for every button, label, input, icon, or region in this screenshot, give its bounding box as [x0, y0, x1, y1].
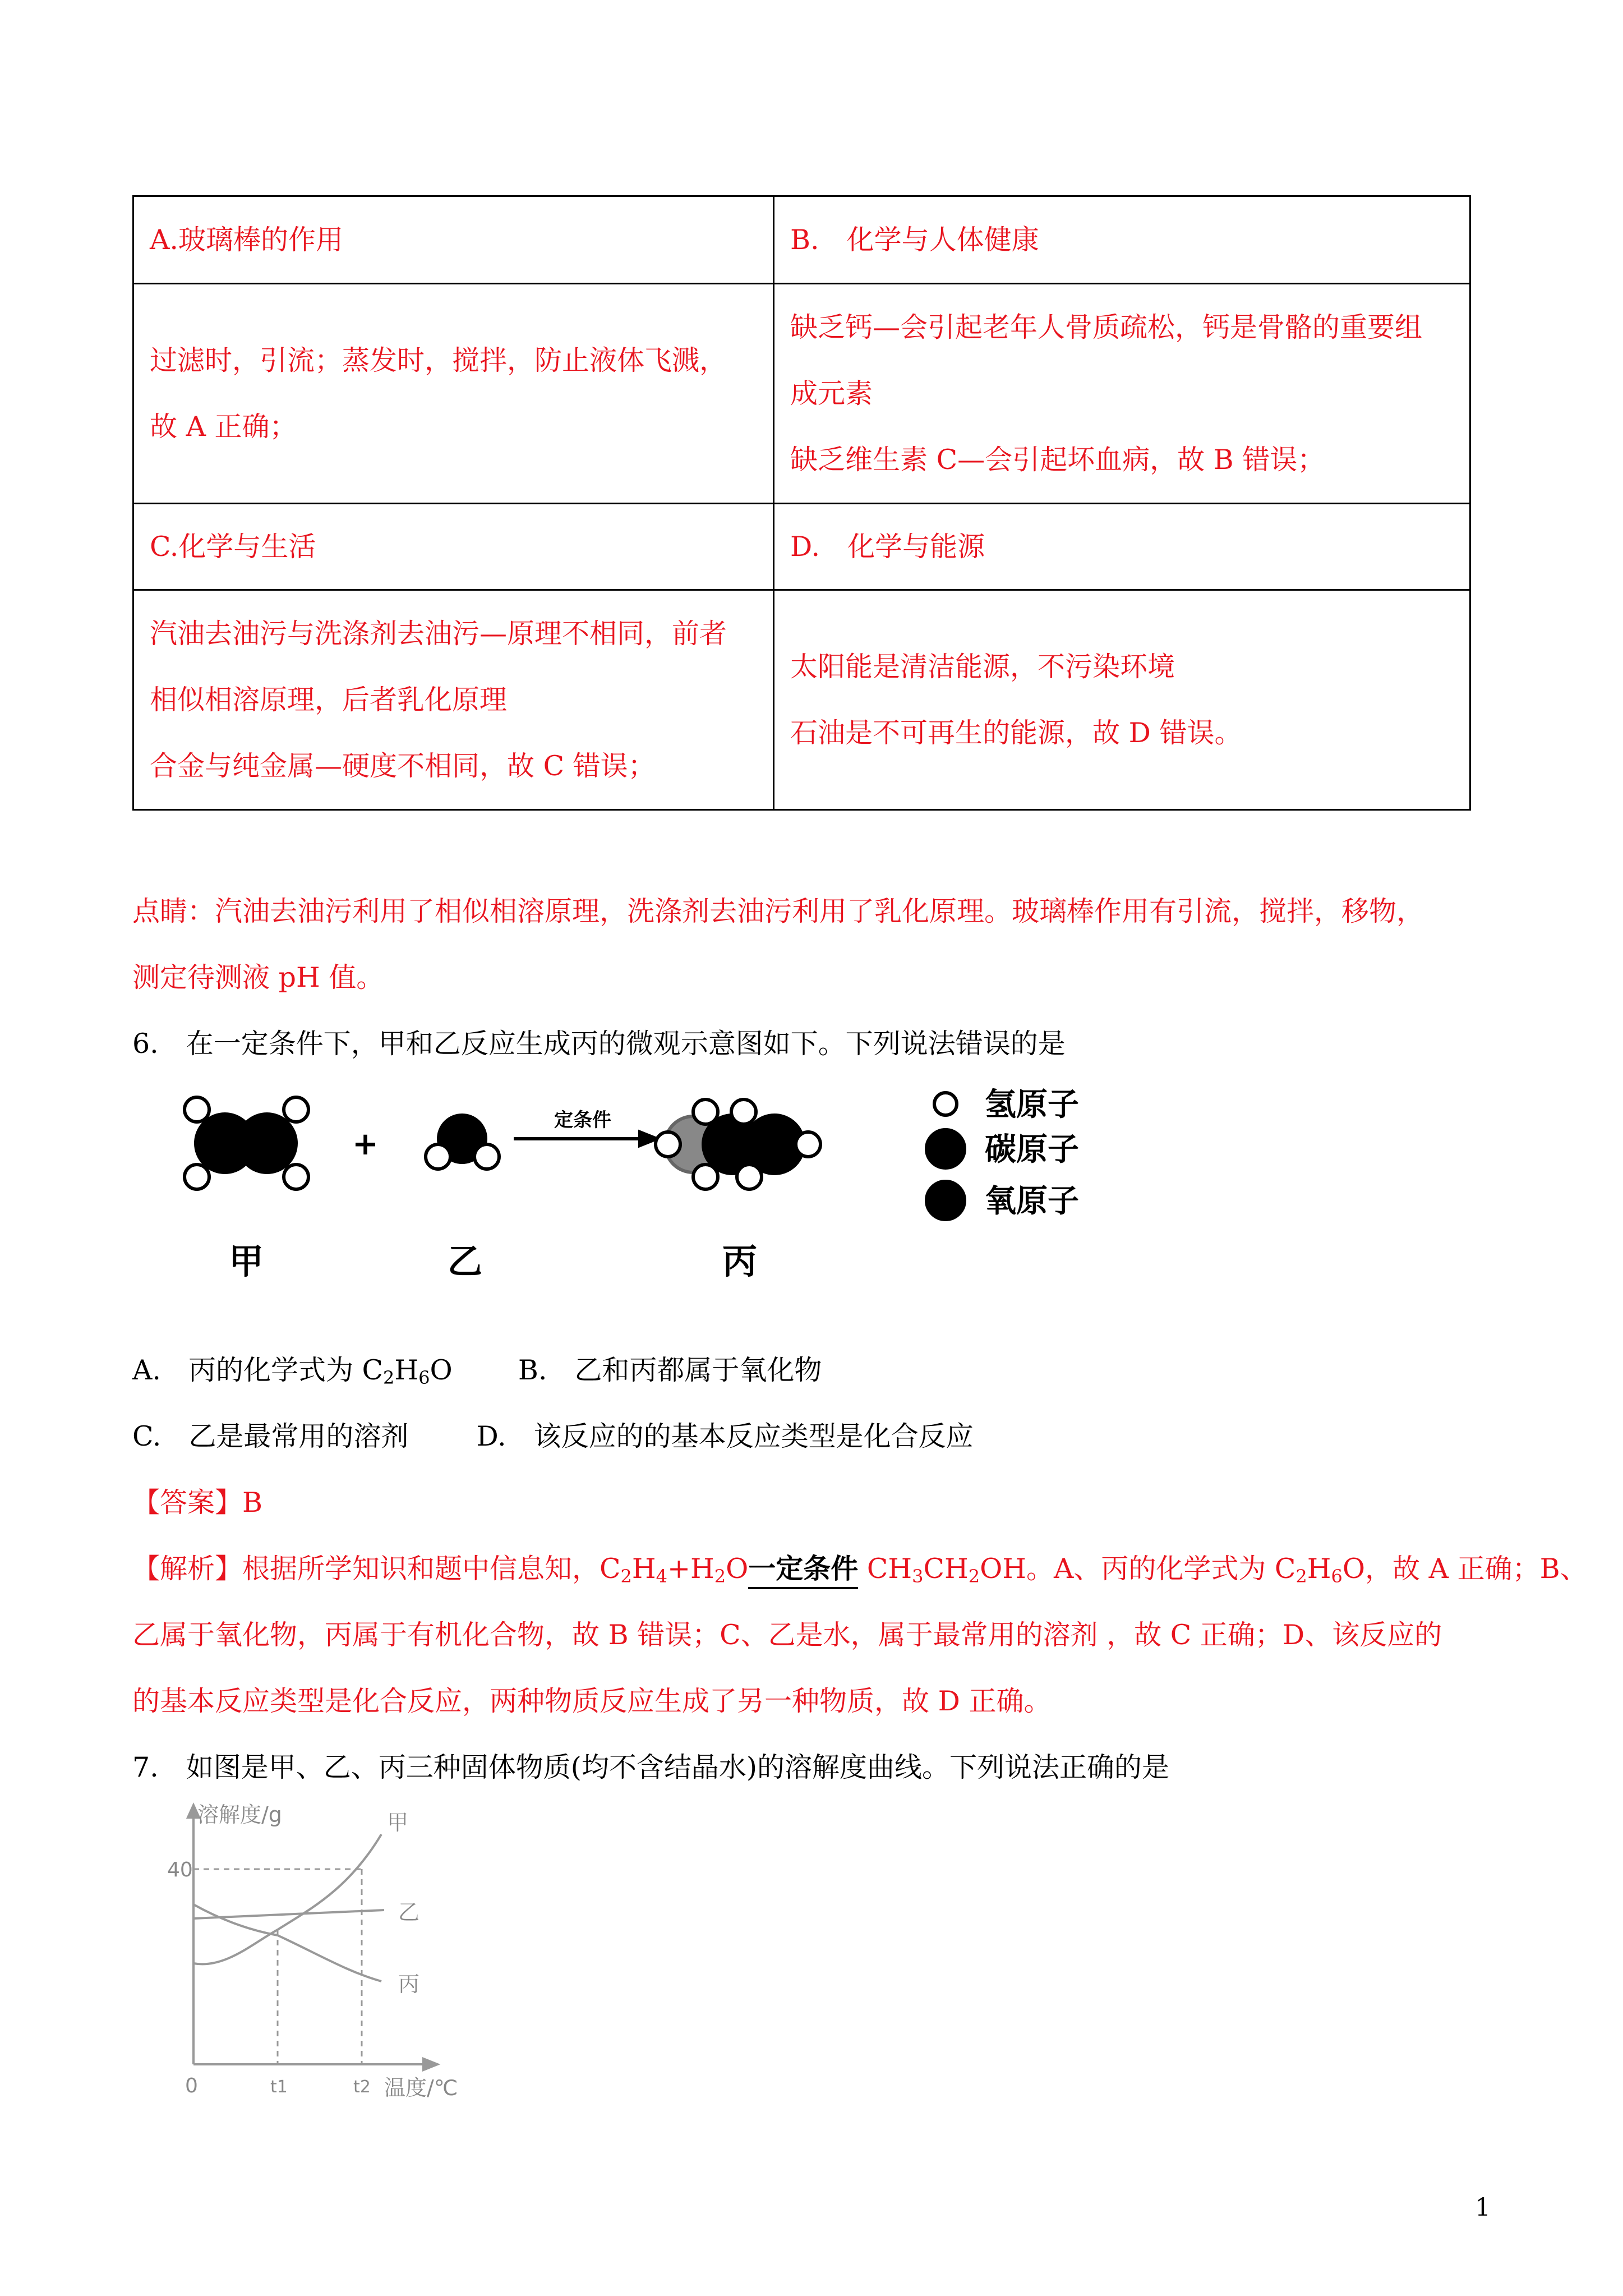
chart-ylabel: 溶解度/g: [197, 1802, 282, 1827]
cell-line: 故 A 正确；: [150, 410, 297, 443]
table-cell-left: [133, 284, 774, 504]
table-cell-right: [774, 504, 1470, 590]
q6-option-c: C. 乙是最常用的溶剂: [132, 1420, 409, 1452]
series-label-jia: 甲: [387, 1810, 409, 1835]
legend-c-icon: [926, 1130, 965, 1168]
plus-sign: +: [352, 1126, 379, 1162]
chart-xtick-t2: t2: [353, 2077, 371, 2097]
arrow-label: 定条件: [554, 1109, 611, 1131]
cell-line: 石油是不可再生的能源，故 D 错误。: [790, 716, 1242, 749]
chart-xlabel: 温度/℃: [384, 2076, 458, 2100]
q6-answer: 【答案】B: [132, 1487, 263, 1519]
reaction-condition: 一定条件: [748, 1553, 858, 1589]
cell-line: 合金与纯金属—硬度不相同，故 C 错误；: [150, 749, 656, 782]
label-jia: 甲: [229, 1241, 264, 1282]
cell-line: C.化学与生活: [150, 530, 316, 563]
table-row: [133, 284, 1470, 504]
molecule-yi: [426, 1115, 499, 1169]
cell-line: D. 化学与能源: [790, 530, 985, 563]
q6-options-cd: [132, 1404, 974, 1470]
page-number: 1: [1475, 2193, 1491, 2222]
legend-h-icon: [934, 1093, 957, 1115]
chart-xtick-t1: t1: [270, 2077, 288, 2097]
curve-yi: [193, 1910, 384, 1918]
cell-line: 缺乏维生素 C—会引起坏血病，故 B 错误；: [790, 443, 1325, 476]
curve-bing: [193, 1904, 381, 1981]
table-cell-right: [774, 196, 1470, 284]
q6-analysis-line-2: 乙属于氧化物，丙属于有机化合物，故 B 错误；C、乙是水，属于最常用的溶剂 ，故 C 正确；D、该反应的: [132, 1619, 1442, 1651]
q6-option-d: D. 该反应的的基本反应类型是化合反应: [476, 1420, 974, 1452]
q6-stem: 6. 在一定条件下，甲和乙反应生成丙的微观示意图如下。下列说法错误的是: [132, 1028, 1066, 1060]
legend-h-label: 氢原子: [985, 1087, 1079, 1123]
table-cell-left: [133, 504, 774, 590]
q6-analysis-line-1: 【解析】根据所学知识和题中信息知，$C_2H_4+H_2O$一定条件 $CH_3CH_2OH$。A、丙的化学式为 $C_2H_6O$，故 A 正确；B、: [132, 1536, 1588, 1602]
table-cell-left: [133, 590, 774, 810]
q7-solubility-chart: [163, 1801, 510, 2104]
cell-line: 过滤时，引流；蒸发时，搅拌，防止液体飞溅，: [150, 344, 727, 376]
cell-line: 成元素: [790, 377, 873, 409]
cell-line: B. 化学与人体健康: [790, 223, 1039, 256]
table-cell-left: [133, 196, 774, 284]
legend-c-label: 碳原子: [985, 1131, 1079, 1168]
x-axis-arrow: [423, 2059, 437, 2070]
cell-line: 缺乏钙—会引起老年人骨质疏松，钙是骨骼的重要组: [790, 311, 1423, 343]
cell-line: A.玻璃棒的作用: [150, 223, 343, 256]
q6-analysis-line-3: 的基本反应类型是化合反应，两种物质反应生成了另一种物质，故 D 正确。: [132, 1685, 1052, 1717]
molecule-jia: [185, 1097, 308, 1189]
molecule-bing: [656, 1099, 820, 1189]
table-cell-right: [774, 284, 1470, 504]
note-line-1: 点睛：汽油去油污利用了相似相溶原理，洗涤剂去油污利用了乳化原理。玻璃棒作用有引流，搅拌，移物，: [132, 895, 1424, 927]
q6-option-b: B. 乙和丙都属于氧化物: [518, 1354, 822, 1386]
options-table: [132, 195, 1471, 811]
label-yi: 乙: [448, 1241, 483, 1282]
table-row: [133, 196, 1470, 284]
legend-o-label: 氧原子: [985, 1183, 1079, 1220]
table-cell-right: [774, 590, 1470, 810]
curve-jia: [193, 1834, 381, 1964]
note-line-2: 测定待测液 pH 值。: [132, 961, 384, 993]
q7-stem: 7. 如图是甲、乙、丙三种固体物质(均不含结晶水)的溶解度曲线。下列说法正确的是: [132, 1751, 1169, 1783]
q6-molecule-figure: [132, 1083, 1142, 1296]
cell-line: 太阳能是清洁能源，不污染环境: [790, 650, 1175, 683]
legend-o-icon: [926, 1181, 965, 1220]
cell-line: 汽油去油污与洗涤剂去油污—原理不相同，前者: [150, 617, 727, 650]
label-bing: 丙: [722, 1241, 758, 1282]
table-row: [133, 504, 1470, 590]
series-label-yi: 乙: [398, 1900, 420, 1925]
q6-option-a: A. 丙的化学式为 $C_2H_6O$: [132, 1354, 453, 1388]
chart-origin: 0: [185, 2074, 198, 2097]
chart-ytick-40: 40: [167, 1858, 193, 1881]
cell-line: 相似相溶原理，后者乳化原理: [150, 683, 508, 716]
q6-options-ab: [132, 1337, 822, 1404]
table-row: [133, 590, 1470, 810]
series-label-bing: 丙: [398, 1972, 420, 1996]
